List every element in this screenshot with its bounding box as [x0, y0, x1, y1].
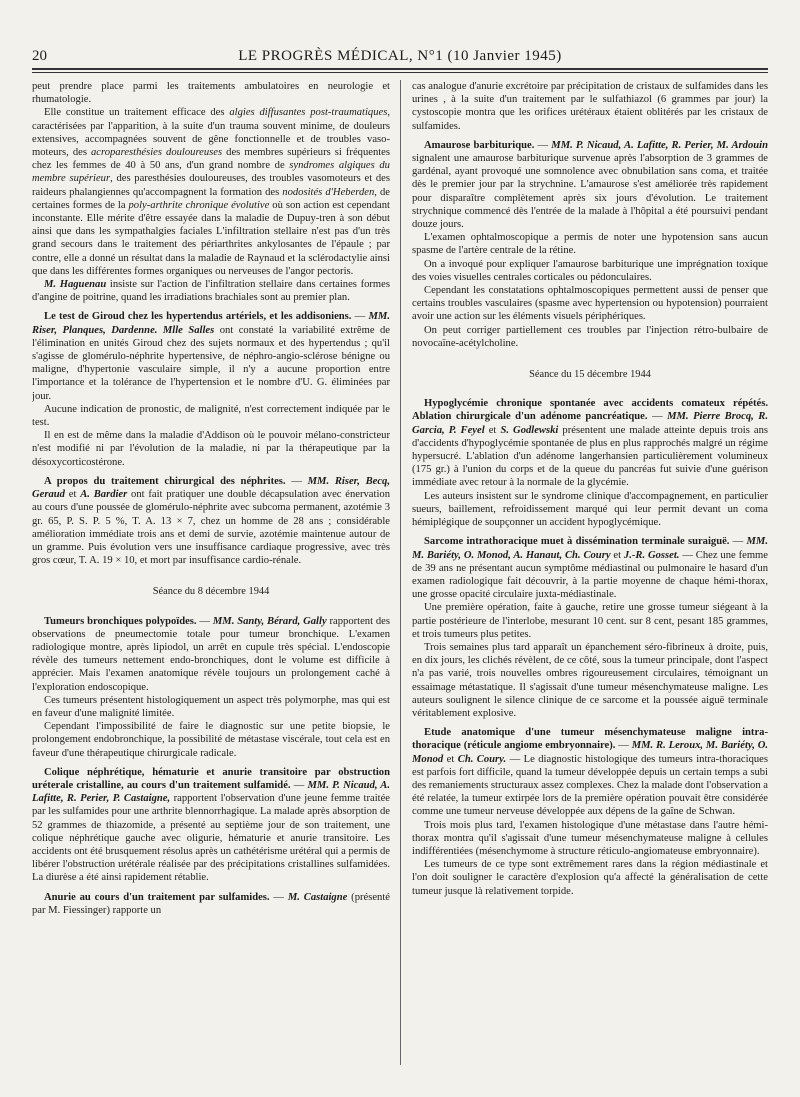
- paragraph: On a invoqué pour expliquer l'amaurose barbiturique une imprégnation toxique des voies visuelles centrales corticales ou pédonculaires.: [412, 258, 768, 283]
- paragraph: Ces tumeurs présentent histologiquement un aspect très polymorphe, mas qui est en faveur d'une malignité limitée.: [32, 694, 390, 719]
- section-nephritis-surgery: A propos du traitement chirurgical des néphrites. — MM. Riser, Becq, Geraud et A. Bardier ont fait pratiquer une double décapsulation avec énervation au cours d'une poussée de glomérulo-néphrite avec subcoma permanent, azotémie 3 gr. 65, P. S. P. 5 %, T. A. 13 × 7, chez un homme de 28 ans ; considérable amélioration immédiate trois ans et demi de survie, azotémie maintenue autour de un gramme. Puis évolution vers une insuffisance cardiaque progressive, avec très gros cœur, T. A. 19 × 10, et mort par insuffisance cardio-rénale.: [32, 475, 390, 567]
- header-rule-thick: [32, 68, 768, 70]
- page-number: 20: [32, 48, 47, 64]
- header-rule-thin: [32, 72, 768, 73]
- paragraph: Trois mois plus tard, l'examen histologique d'une métastase dans l'autre hémi-thorax montra qu'il s'agissait d'une tumeur mésenchymateuse maligne à cellules indifférentiées (mésenchymome à structure réticulo-angiomateuse embryonnaire).: [412, 819, 768, 857]
- paragraph: cas analogue d'anurie excrétoire par précipitation de cristaux de sulfamides dans les urines , à la suite d'un traitement par le sulfathiazol (6 grammes par jour) la cystoscopie montra que les orifices urétéraux étaient oblitérés par les cristaux de sulfamides.: [412, 81, 768, 132]
- session-heading: Séance du 8 décembre 1944: [152, 586, 270, 598]
- paragraph: M. Haguenau insiste sur l'action de l'infiltration stellaire dans certaines formes d'angine de poitrine, quand les irradiations brachiales sont au premier plan.: [32, 279, 390, 304]
- section-giroud-test: Le test de Giroud chez les hypertendus artériels, et les addisoniens. — MM. Riser, Planques, Dardenne. Mlle Salles ont constaté la variabilité extrême de l'élimination en unités Giroud chez des sujets normaux et des hypertendus ; qu'il s'agisse de glomérulo-néphrite hypertensive, de néphro-angio-sclérose bénigne ou maligne, d'hypertonie vasculaire simple, il n'y a aucune proportion entre l'importance et la tolérance de l'hypertension et le nombre d'U. G. éliminées par jour.: [32, 311, 390, 402]
- paragraph: L'examen ophtalmoscopique a permis de noter une hypotension sans aucun spasme de l'artère centrale de la rétine.: [412, 232, 768, 257]
- right-column: [412, 80, 768, 1080]
- paragraph: Cependant les constatations ophtalmoscopiques permettent aussi de penser que certains troubles vasculaires (spasme avec hypertension ou hypotension) pourraient avoir une action sur les éléments visuels périphériques.: [412, 285, 768, 323]
- paragraph: Les tumeurs de ce type sont extrêmement rares dans la région médiastinale et l'on doit souligner le caractère d'explosion qu'a affecté la généralisation de cette tumeur jusque là relativement torpide.: [412, 859, 768, 897]
- section-bronchial-tumors: Tumeurs bronchiques polypoïdes. — MM. Santy, Bérard, Gally rapportent des observations de pneumectomie totale pour tumeur bronchique. L'examen radiologique montre, après lipiodol, un arrêt en cupule très spécial. L'endoscopie révèle des tumeurs nettement endo-bronchiques, dont le volume est difficile à apprécier. Mais l'examen anatomique révèle toujours un prolongement caché à l'exploration endoscopique.: [32, 615, 390, 693]
- section-nephritic-colic: Colique néphrétique, hématurie et anurie transitoire par obstruction uréterale cristalline, au cours d'un traitement sulfamidé. — MM. P. Nicaud, A. Lafitte, R. Perier, P. Castaigne, rapportent l'observation d'une jeune femme traitée par les sulfamides pour une arthrite blennorrhagique. La malade après absorption de 52 grammes de thiazomide, a présenté au septième jour de son traitement, une colique néphrétique gauche avec oligurie, hématurie et anurie transitoire. Les accidents ont été brusquement résolus après un cathétérisme urétéral qui a permis de libérer l'obstruction urétérale réalisée par des précipitations cristallines sulfamidées. La diurèse a été ainsi rapidement rétablie.: [32, 766, 390, 884]
- paragraph: peut prendre place parmi les traitements ambulatoires en neurologie et rhumatologie.: [32, 81, 390, 106]
- paragraph: Aucune indication de pronostic, de malignité, n'est correctement indiquée par le test.: [32, 403, 390, 429]
- section-hypoglycemia: Hypoglycémie chronique spontanée avec accidents comateux répétés. Ablation chirurgicale d'un adénome pancréatique. — MM. Pierre Brocq, R. Garcia, P. Feyel et S. Godlewski présentent une malade atteinte depuis trois ans d'accidents d'hypoglycémie spontanée de plus en plus rapprochés malgré un régime hypersucré. L'ablation d'un adénome langerhansien particulièrement volumineux (175 gr.) à l'union du corps et de la queue du pancréas fut suivie d'une guérison immédiate avec retour à la normale de la glycémie.: [412, 398, 768, 489]
- section-mesenchymal-tumor: Etude anatomique d'une tumeur mésenchymateuse maligne intra-thoracique (réticule angiome embryonnaire). — MM. R. Leroux, M. Bariéty, O. Monod et Ch. Coury. — Le diagnostic histologique des tumeurs intra-thoraciques est parfois fort difficile, quand la tumeur développée depuis un certain temps a subi des remaniements structuraux assez complexes. Chez la malade dont l'observation a été relatée, la tumeur extirpée lors de la première opération pouvait être considérée comme une tumeur nerveuse développée aux dépens de la gaîne de Schwan.: [412, 727, 768, 818]
- paragraph: On peut corriger partiellement ces troubles par l'injection rétro-bulbaire de novocaïne-acétylcholine.: [412, 324, 768, 349]
- paragraph: Elle constitue un traitement efficace des algies diffusantes post-traumatiques, caractérisées par l'apparition, à la suite d'un trauma souvent minime, de douleurs extensives, accompagnées souvent de gêne fonctionnelle et de troubles vaso-moteurs, des acroparesthésies douloureuses des membres supérieurs si fréquentes chez les femmes de 40 à 50 ans, d'un grand nombre de syndromes algiques du membre supérieur, des paresthésies douloureuses, des troubles vasomoteurs et des raideurs phalangiennes qu'accompagnent la formation des nodosités d'Heberden, de certaines formes de la poly-arthrite chronique évolutive où son action est cependant inconstante. Elle mérite d'être essayée dans la maladie de Dupuy-tren à son début ainsi que dans les sympathalgies faciales L'infiltration stellaire n'est pas d'un très grand secours dans le traitement des périarthrites ankylosantes de l'épaule ; par contre, elle a donné un résultat dans la maladie de Raynaud et la sclérodactylie ainsi que dans les différentes formes organiques ou nerveuses de l'angor pectoris.: [32, 107, 390, 277]
- session-heading: Séance du 15 décembre 1944: [529, 369, 651, 381]
- section-barbiturate-amaurosis: Amaurose barbiturique. — MM. P. Nicaud, A. Lafitte, R. Perier, M. Ardouin signalent une amaurose barbiturique survenue après l'absorption de 3 grammes de gardénal, ayant provoqué une somnolence avec obnubilation sans coma, et traitée dès le premier jour par la strychnine. L'amaurose s'est améliorée très rapidement pour disparaître complètement après six jours d'évolution. Le traitement strychnique commencé dès l'entrée de la malade à l'hôpital a été poursuivi pendant douze jours.: [412, 139, 768, 231]
- left-column: [32, 80, 390, 1080]
- paragraph: Les auteurs insistent sur le syndrome clinique d'accompagnement, en particulier sueurs, baillement, refroidissement marqué qui leur permit devant un coma hémiplégique de soupçonner un accident hypoglycémique.: [412, 490, 768, 529]
- paragraph: Trois semaines plus tard apparaît un épanchement séro-fibrineux à droite, puis, en dix jours, les clichés révèlent, de ce côté, sous la tumeur principale, dont l'aspect n'a pas varié, trois nouvelles ombres rigoureusement circulaires, témoignant un essaimage métastatique. Il s'agissait d'une tumeur mésenchymateuse maligne. Les auteurs soulignent le silence clinique de ce sarcome et la poussée aiguë terminale véritablement explosive.: [412, 641, 768, 719]
- running-header: [32, 44, 768, 68]
- section-intrathoracic-sarcoma: Sarcome intrathoracique muet à dissémination terminale suraiguë. — MM. M. Bariéty, O. Monod, A. Hanaut, Ch. Coury et J.-R. Gosset. — Chez une femme de 39 ans ne présentant aucun symptôme médiastinal ou pulmonaire le hasard d'un examen radiologique fait découvrir, à la partie moyenne de chaque hémi-thorax, une grosse opacité circulaire juxta-médiastinale.: [412, 536, 768, 601]
- paragraph: Il en est de même dans la maladie d'Addison où le pouvoir mélano-constricteur n'est modifié ni par l'évolution de la maladie, ni par la thérapeutique par la désoxycorticostérone.: [32, 430, 390, 468]
- column-divider: [400, 80, 401, 1065]
- section-anuria-sulfamides: Anurie au cours d'un traitement par sulfamides. — M. Castaigne (présenté par M. Fiessinger) rapporte un: [32, 891, 390, 916]
- journal-title: LE PROGRÈS MÉDICAL, N°1 (10 Janvier 1945): [238, 48, 562, 64]
- paragraph: Cependant l'impossibilité de faire le diagnostic sur une petite biopsie, le prolongement endobronchique, la possibilité de métastase viscérale, tout cela est en faveur d'une thérapeutique chirurgicale radicale.: [32, 721, 390, 759]
- paragraph: Une première opération, faite à gauche, retire une grosse tumeur siégeant à la partie postérieure de l'interlobe, mesurant 10 cent. sur 8 cent, pesant 185 grammes, et trois tumeurs plus petites.: [412, 602, 768, 640]
